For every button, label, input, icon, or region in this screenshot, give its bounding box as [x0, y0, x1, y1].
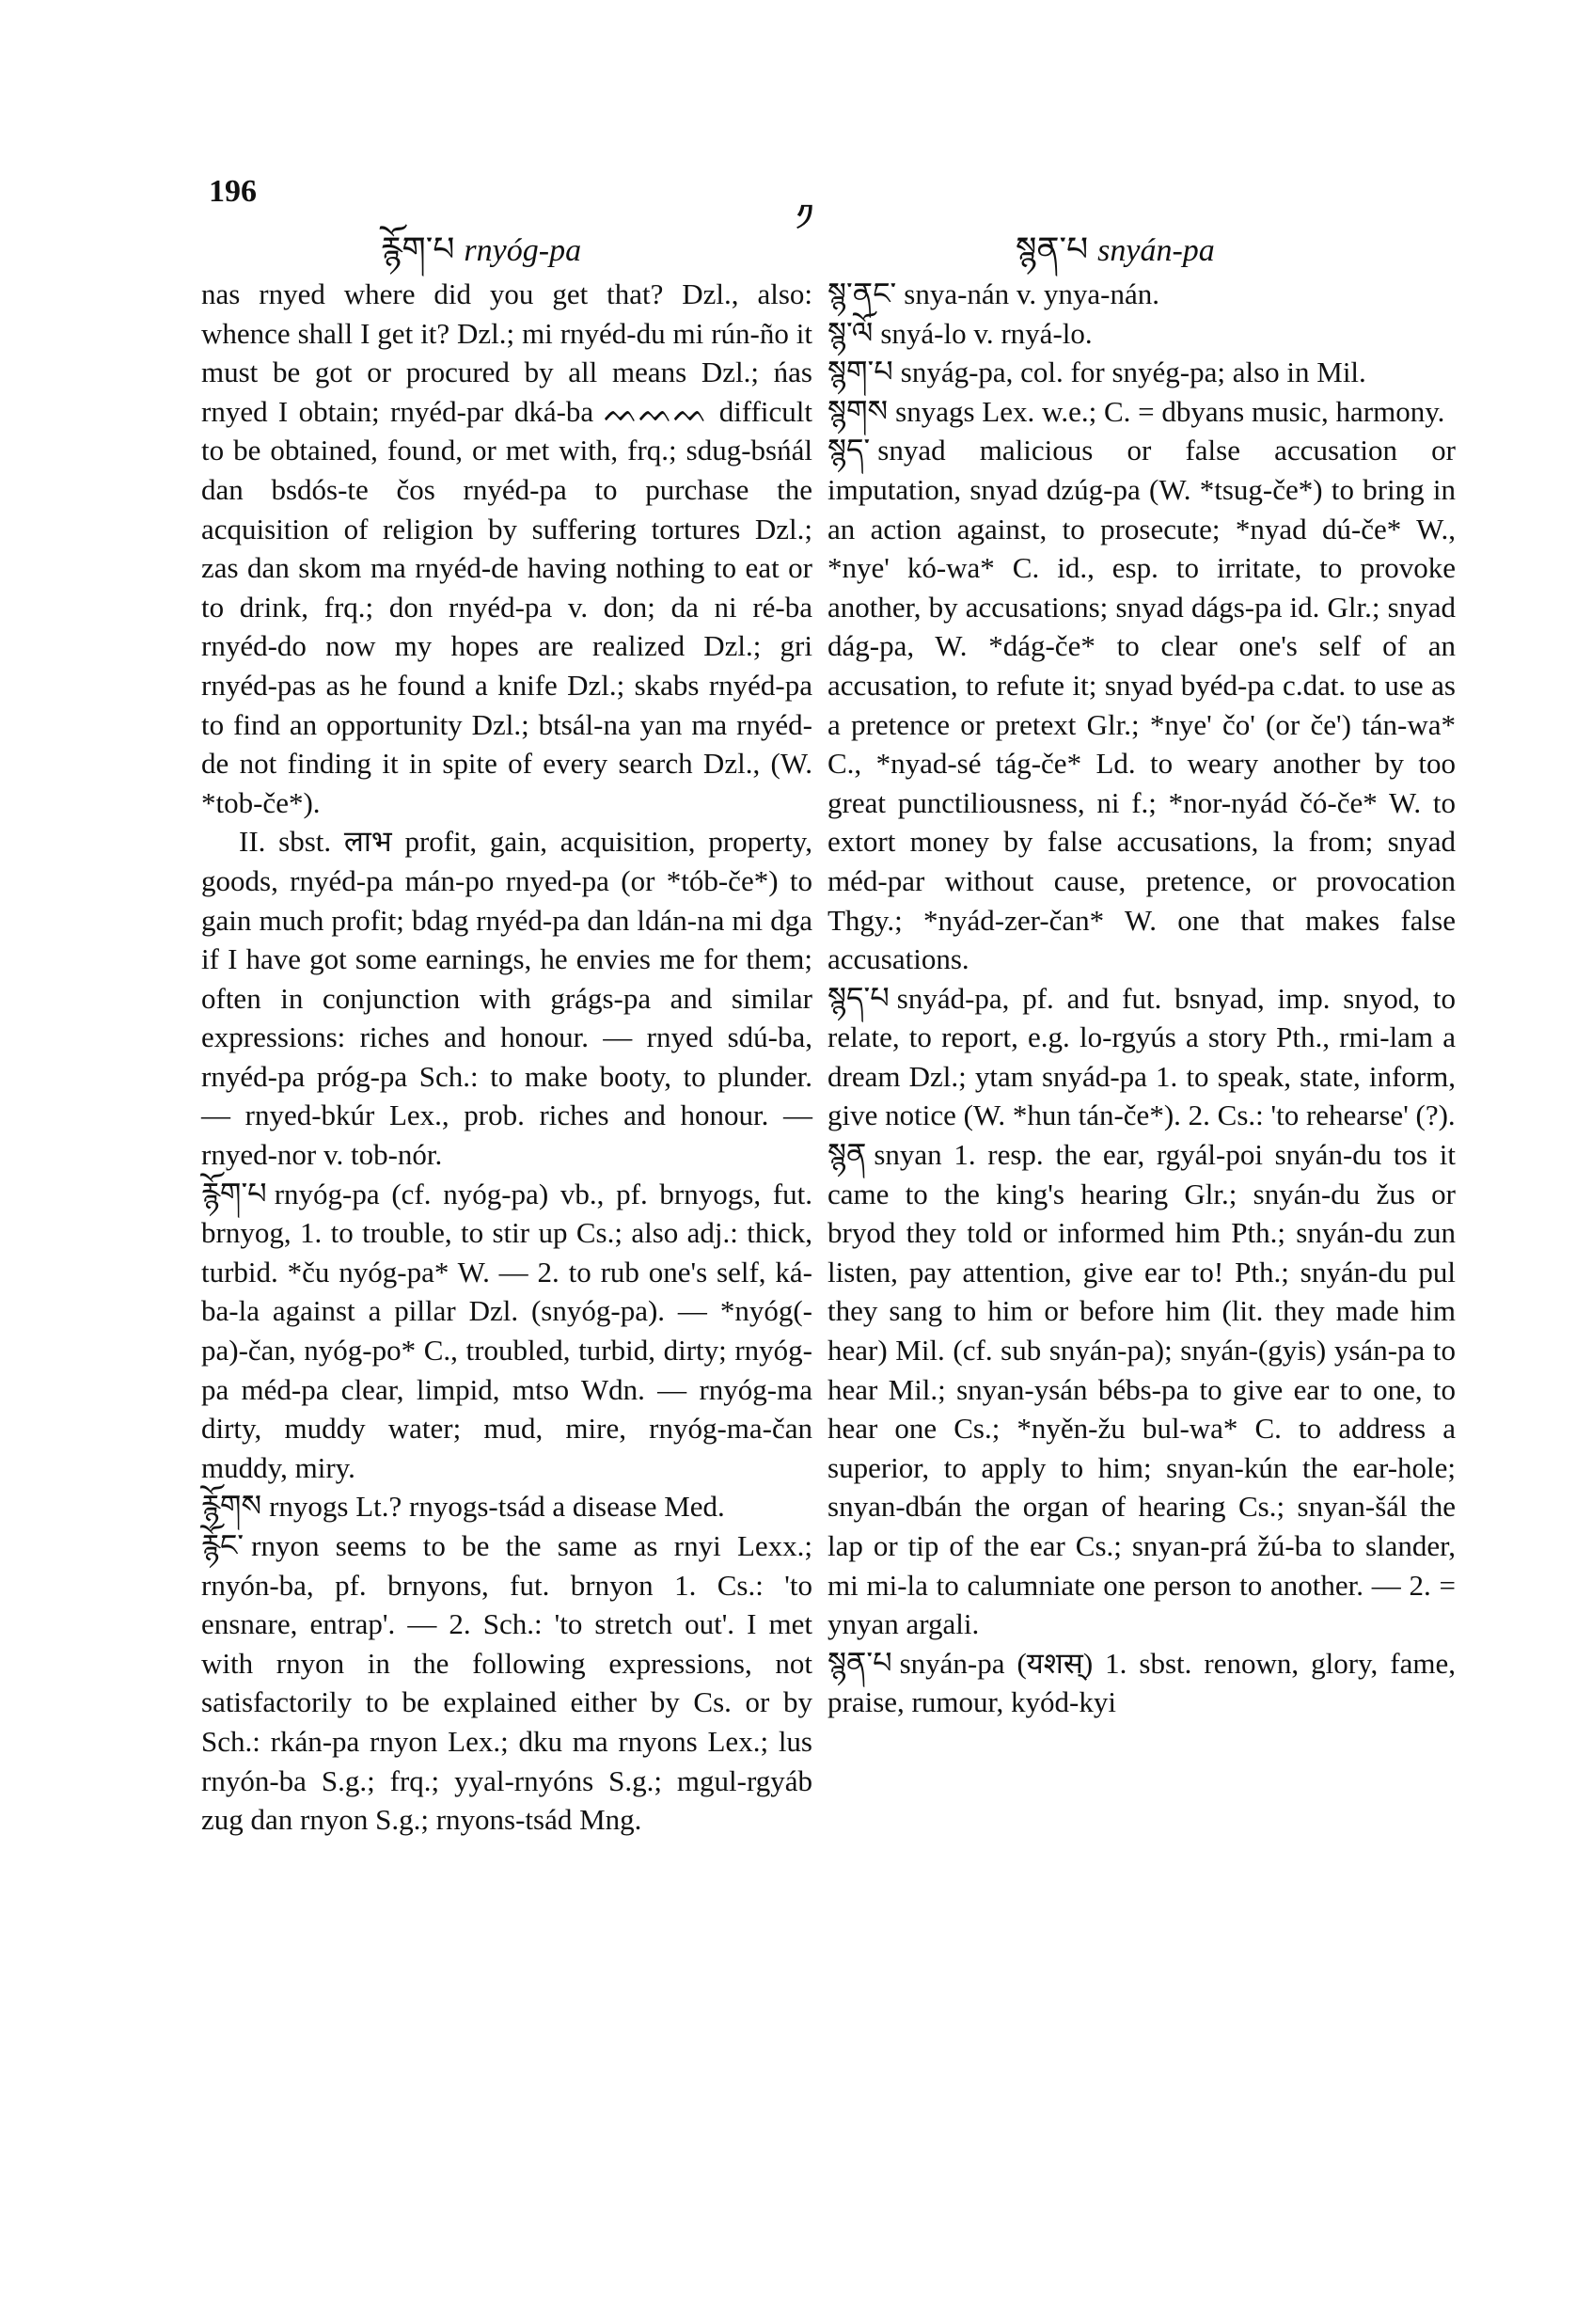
entry-text: rnyon seems to be the same as rnyi Lexx.; rnyón-ba, pf. brnyons, fut. brnyon 1. Cs.: 'to ensnare, entrap'. — 2. Sch.: 'to stretch out'. I met with rnyon in the following expressions, not satisfactorily to be explained either by Cs. or by Sch.: rkán-pa rnyon Lex.; dku ma rnyons Lex.; lus rnyón-ba S.g.; frq.; yyal-rnyóns S.g.; mgul-rgyáb zug dan rnyon S.g.; rnyons-tsád Mng.	[201, 1529, 812, 1837]
dictionary-entry	[827, 1644, 1456, 1722]
running-head-left-tibetan: རྙོག་པ	[381, 230, 455, 269]
dictionary-entry	[201, 1487, 812, 1526]
page-number: 196	[209, 174, 257, 209]
entry-headword: སྙ་ནང་	[827, 276, 897, 311]
left-column	[201, 275, 812, 1840]
entry-text: snyad malicious or false accusation or imputation, snyad dzúg-pa (W. *tsug-če*) to bring in an action against, to prosecute; *nyad dú-če* W., *nye' kó-wa* C. id., esp. to irritate, to provoke another, by accusations; snyad dágs-pa id. Glr.; snyad dág-pa, W. *dág-če* to clear one's self of an accusation, to refute it; snyad byéd-pa c.dat. to use as a pretence or pretext Glr.; *nye' čo' (or če') tán-wa* C., *nyad-sé tág-če* Ld. to weary another by too great punctiliousness, ni f.; *nor-nyád čó-če* W. to extort money by false accusations, la from; snyad méd-par without cause, pretence, or provocation Thgy.; *nyád-zer-čan* W. one that makes false accusations.	[827, 434, 1456, 976]
entry-headword: སྙད་པ	[827, 979, 890, 1016]
entry-text: snyá-lo v. rnyá-lo.	[880, 316, 1093, 350]
entry-headword: སྙན	[827, 1136, 867, 1173]
entry-text: snyád-pa, pf. and fut. bsnyad, imp. snyod, to relate, to report, e.g. lo-rgyús a story Pth., rmi-lam a dream Dzl.; ytam snyád-pa 1. to speak, state, inform, give notice (W. *hun tán-če*). 2. Cs.: 'to rehearse' (?).	[827, 981, 1456, 1132]
dictionary-entry	[827, 275, 1456, 314]
entry-headword: སྙད་	[827, 432, 871, 468]
entry-text: rnyóg-pa (cf. nyóg-pa) vb., pf. brnyogs, fut. brnyog, 1. to trouble, to stir up Cs.; also adj.: thick, turbid. *ču nyóg-pa* W. — 2. to rub one's self, ká-ba-la against a pillar Dzl. (snyóg-pa). — *nyóg(-pa)-čan, nyóg-po* C., troubled, turbid, dirty; rnyóg-pa méd-pa clear, limpid, mtso Wdn. — rnyóg-ma dirty, muddy water; mud, mire, rnyóg-ma-čan muddy, miry.	[201, 1177, 812, 1484]
entry-headword: སྙན་པ	[827, 1644, 892, 1681]
right-column	[827, 275, 1456, 1722]
running-head-right-tibetan: སྙན་པ	[1016, 230, 1089, 269]
entry-text: rnyogs Lt.? rnyogs-tsád a disease Med.	[269, 1490, 725, 1524]
dictionary-entry	[827, 314, 1456, 354]
dictionary-entry	[827, 1135, 1456, 1644]
entry-headword: རྙོགས	[201, 1488, 262, 1525]
entry-text: snyán-pa (यशस्) 1. sbst. renown, glory, fame, praise, rumour, kyód-kyi	[827, 1646, 1456, 1719]
entry-headword: སྙ་ལོ	[827, 314, 874, 351]
dictionary-entry	[827, 353, 1456, 392]
entry-continuation: nas rnyed where did you get that? Dzl., also: whence shall I get it? Dzl.; mi rnyéd-du mi rún-ño it must be got or procured by all means Dzl.; ńas rnyed I obtain; rnyéd-par dká-ba ᨓᨓᨓ difficult to be obtained, found, or met with, frq.; sdug-bsńál dan bsdós-te čos rnyéd-pa to purchase the acquisition of religion by suffering tortures Dzl.; zas dan skom ma rnyéd-de having nothing to eat or to drink, frq.; don rnyéd-pa v. don; da ni ré-ba rnyéd-do now my hopes are realized Dzl.; gri rnyéd-pas as he found a knife Dzl.; skabs rnyéd-pa to find an opportunity Dzl.; btsál-na yan ma rnyéd-de not finding it in spite of every search Dzl., (W. *tob-če*).	[201, 277, 812, 819]
entry-headword: རྙོག་པ	[201, 1175, 267, 1211]
running-head-left-roman: rnyóg-pa	[464, 233, 582, 268]
header-center-mark: ༡	[796, 197, 814, 240]
dictionary-entry	[827, 979, 1456, 1135]
entry-text: snyan 1. resp. the ear, rgyál-poi snyán-du tos it came to the king's hearing Glr.; snyán-du žus or bryod they told or informed him Pth.; snyán-du zun listen, pay attention, give ear to! Pth.; snyán-du pul they sang to him or before him (lit. they made him hear) Mil. (cf. sub snyán-pa); snyán-(gyis) ysán-pa to hear Mil.; snyan-ysán bébs-pa to give ear to one, to hear one Cs.; *nyěn-žu bul-wa* C. to address a superior, to apply to him; snyan-kún the ear-hole; snyan-dbán the organ of hearing Cs.; snyan-šál the lap or tip of the ear Cs.; snyan-prá žú-ba to slander, mi mi-la to calumniate one person to another. — 2. = ynyan argali.	[827, 1138, 1456, 1641]
dictionary-entry	[201, 1175, 812, 1488]
dictionary-entry	[827, 392, 1456, 432]
entry-text: snyags Lex. w.e.; C. = dbyans music, harmony.	[895, 394, 1445, 428]
entry-headword: སྙག་པ	[827, 354, 893, 390]
dictionary-entry	[201, 1526, 812, 1840]
entry-headword: སྙགས	[827, 392, 889, 429]
entry-text: snya-nán v. ynya-nán.	[904, 277, 1159, 310]
entry-text: snyág-pa, col. for snyég-pa; also in Mil.	[900, 356, 1366, 389]
dictionary-entry	[827, 431, 1456, 978]
running-head-right-roman: snyán-pa	[1097, 233, 1215, 268]
entry-headword: རྙོང་	[201, 1527, 244, 1563]
entry-sense-ii: II. sbst. लाभ profit, gain, acquisition, property, goods, rnyéd-pa mán-po rnyed-pa (or *tób-če*) to gain much profit; bdag rnyéd-pa dan ldán-na mi dga if I have got some earnings, he envies me for them; often in conjunction with grágs-pa and similar expressions: riches and honour. — rnyed sdú-ba, rnyéd-pa próg-pa Sch.: to make booty, to plunder. — rnyed-bkúr Lex., prob. riches and honour. — rnyed-nor v. tob-nór.	[201, 825, 812, 1172]
